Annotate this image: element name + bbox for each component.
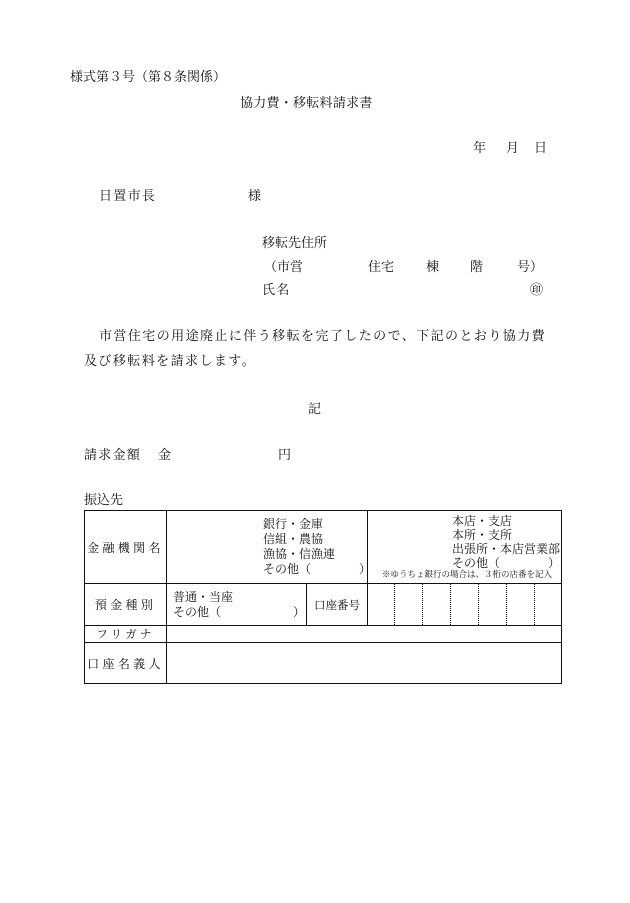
addressee-suffix: 様: [248, 189, 262, 204]
amount-label: 請求金額: [84, 448, 142, 463]
institution-type: その他（ ）: [263, 562, 372, 576]
account-holder-label: 口座名義人: [85, 643, 167, 684]
date-day: 日: [534, 141, 548, 156]
institution-types-cell[interactable]: [167, 511, 372, 584]
holder-row: [85, 643, 562, 684]
branch-type: 出張所・本店営業部: [452, 541, 561, 556]
account-digit-box[interactable]: [451, 584, 479, 626]
furigana-label: フリガナ: [85, 626, 167, 643]
amount-prefix: 金: [158, 448, 172, 463]
address-housing: 住宅: [368, 260, 395, 275]
amount-unit: 円: [278, 448, 292, 463]
address-floor: 階: [470, 260, 484, 275]
account-digit-box[interactable]: [479, 584, 507, 626]
address-label: 移転先住所: [262, 236, 328, 251]
account-digit-box[interactable]: [507, 584, 535, 626]
address-number: 号）: [517, 260, 544, 275]
body-line-1: 市営住宅の用途廃止に伴う移転を完了したので、下記のとおり協力費: [99, 329, 547, 344]
bank-account-table: [84, 510, 562, 684]
branch-type: 本店・支店: [452, 513, 513, 528]
account-digit-box[interactable]: [395, 584, 423, 626]
addressee-name: 日置市長: [99, 189, 157, 204]
branch-types-cell[interactable]: [368, 511, 562, 584]
body-line-2: 及び移転料を請求します。: [84, 354, 257, 369]
name-label: 氏名: [262, 283, 291, 298]
institution-label: 金融機関名: [85, 511, 167, 584]
institution-row: [85, 511, 562, 584]
address-open: （市営: [264, 260, 304, 275]
deposit-type: 普通・当座: [173, 589, 234, 604]
deposit-types-cell[interactable]: [167, 584, 307, 626]
branch-type: その他（ ）: [452, 555, 561, 570]
date-year: 年: [473, 141, 487, 156]
document-title: 協力費・移転料請求書: [240, 96, 373, 111]
date-month: 月: [506, 141, 520, 156]
furigana-row: [85, 626, 562, 643]
institution-type: 銀行・金庫: [263, 517, 324, 531]
furigana-input[interactable]: [167, 626, 562, 643]
address-building: 棟: [426, 260, 440, 275]
institution-type: 信組・農協: [263, 532, 324, 546]
deposit-row: [85, 584, 562, 626]
account-digit-box[interactable]: [423, 584, 451, 626]
account-number-label: 口座番号: [307, 584, 368, 626]
deposit-type: その他（ ）: [173, 604, 306, 619]
institution-type: 漁協・信漁連: [263, 547, 336, 561]
form-number: 様式第３号（第８条関係）: [70, 70, 227, 85]
account-digit-box[interactable]: [535, 584, 562, 626]
account-digit-box[interactable]: [368, 584, 395, 626]
account-holder-input[interactable]: [167, 643, 562, 684]
seal-mark: ㊞: [530, 283, 544, 298]
branch-note: ※ゆうちょ銀行の場合は、３桁の店番を記入: [382, 569, 553, 580]
branch-type: 本所・支所: [452, 527, 513, 542]
deposit-label: 預金種別: [85, 584, 167, 626]
transfer-heading: 振込先: [84, 493, 124, 508]
note-heading: 記: [308, 402, 322, 417]
